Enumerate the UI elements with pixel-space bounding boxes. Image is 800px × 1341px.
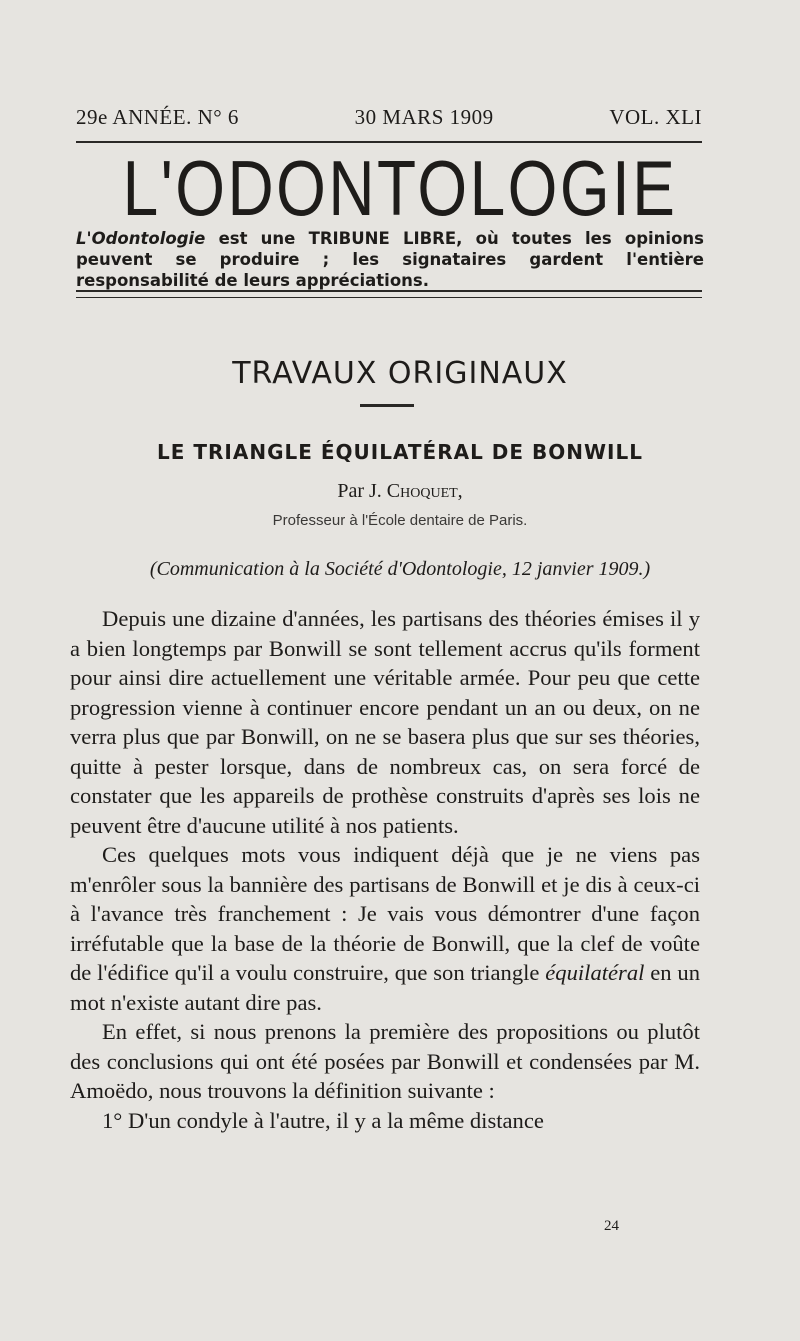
issue-date: 30 MARS 1909 (354, 105, 494, 129)
emphasis-equilateral: équilatéral (545, 960, 645, 985)
paragraph-2 (70, 840, 700, 1017)
paragraph-4: 1° D'un condyle à l'autre, il y a la même distance (102, 1107, 544, 1133)
author-affiliation: Professeur à l'École dentaire de Paris. (272, 512, 528, 529)
page-number: 24 (604, 1218, 619, 1234)
byline-prefix: Par J. (337, 480, 387, 502)
notice-double-rule (76, 290, 702, 298)
author-byline (0, 480, 800, 503)
editorial-notice (76, 228, 704, 291)
paragraph-1: Depuis une dizaine d'années, les partisans des théories émises il y a bien longtemps par Bonwill se sont tellement accrus qu'ils forment pour ainsi dire actuellement une véritable armée. Pour peu que cette progression vienne à continuer encore pendant un an ou deux, on ne verra plus que par Bonwill, on ne se basera plus que sur ses théories, quitte à pester lorsque, dans de nombreux cas, on sera forcé de constater que les appareils de prothèse construits d'après ses lois ne peuvent être d'aucune utilité à nos patients. (70, 606, 700, 838)
section-title: TRAVAUX ORIGINAUX (232, 356, 568, 391)
paragraph-2-end: en un mot n'existe autant dire pas. (70, 960, 701, 1015)
paragraph-2-start: Ces quelques mots vous indiquent déjà que je ne viens pas m'enrôler sous la bannière des partisans de Bonwill et je dis à ceux-ci à l'avance très franchement : Je vais vous démontrer d'une façon irréfutable que la base de la théorie de Bonwill, que la clef de voûte de l'édifice qu'il a voulu construire, que son triangle (70, 842, 700, 985)
article-title: LE TRIANGLE ÉQUILATÉRAL DE BONWILL (157, 440, 643, 464)
section-divider (360, 404, 414, 407)
running-header (76, 105, 702, 130)
header-rule (76, 141, 702, 143)
author-name: Choquet, (386, 480, 463, 502)
issue-number: 29e ANNÉE. N° 6 (76, 105, 239, 129)
notice-journal-name: L'Odontologie (76, 229, 206, 248)
notice-text: est une TRIBUNE LIBRE, où toutes les opinions peuvent se produire ; les signataires gardent l'entière responsabilité de leurs appréciations. (76, 229, 704, 290)
volume-number: VOL. XLI (609, 105, 702, 129)
paragraph-3: En effet, si nous prenons la première des propositions ou plutôt des conclusions qui ont été posées par Bonwill et condensées par M. Amoëdo, nous trouvons la définition suivante : (70, 1019, 700, 1103)
article-body (70, 604, 700, 1135)
journal-title: L'ODONTOLOGIE (122, 144, 678, 232)
communication-note: (Communication à la Société d'Odontologie, 12 janvier 1909.) (149, 558, 651, 580)
